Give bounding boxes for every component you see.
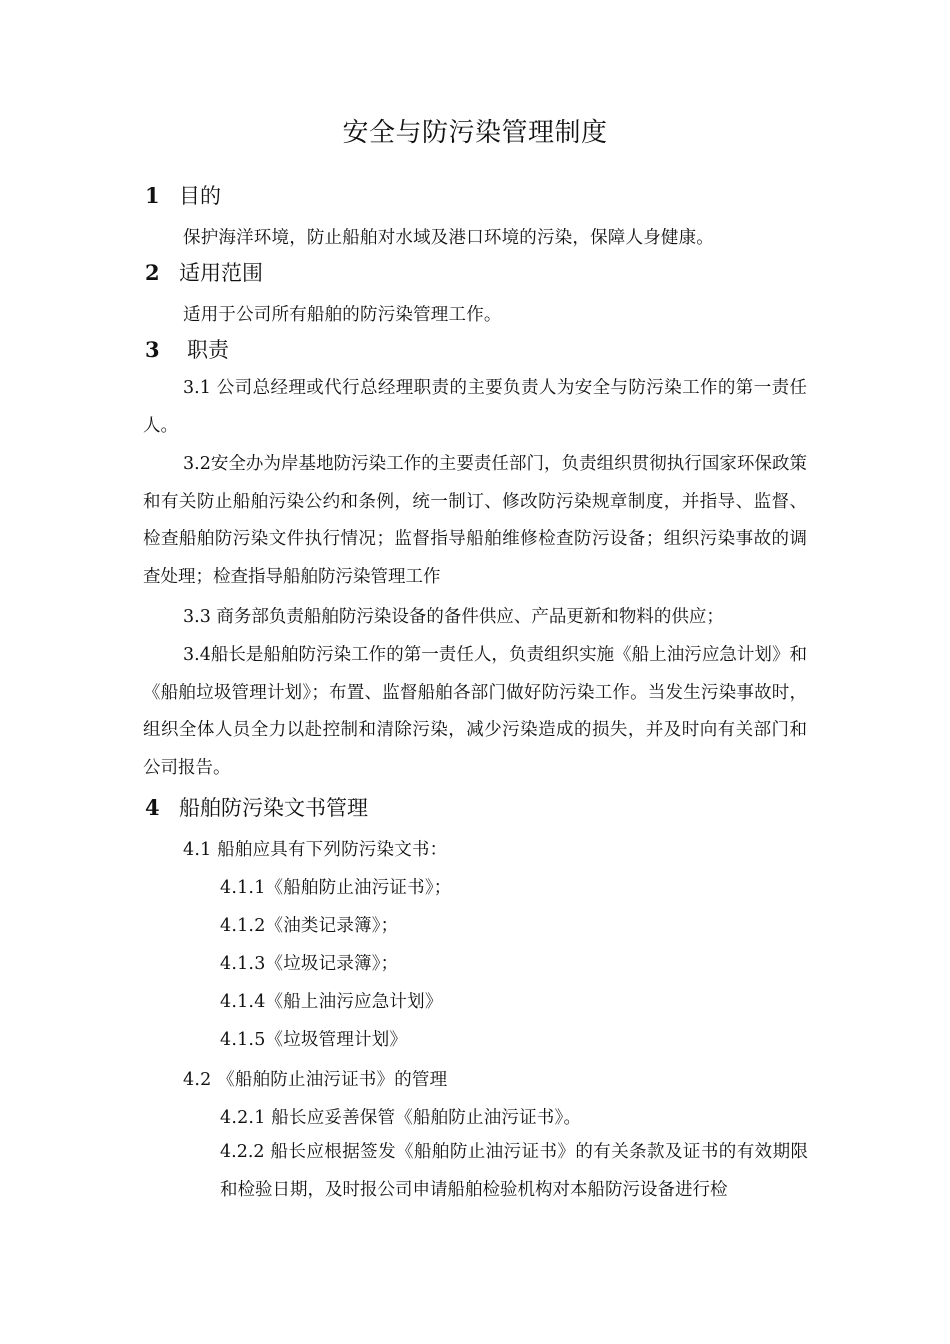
list-item: 4.1.3《垃圾记录簿》； [220, 954, 399, 974]
document-title: 安全与防污染管理制度 [342, 118, 608, 148]
paragraph-3-2: 3.2安全办为岸基地防污染工作的主要责任部门，负责组织贯彻执行国家环保政策和有关防止船舶污染公约和条例，统一制订、修改防污染规章制度，并指导、监督、检查船舶防污染文件执行情况；监督指导船舶维修检查防污设备；组织污染事故的调查处理；检查指导船舶防污染管理工作 [143, 454, 807, 587]
paragraph-3-4: 3.4船长是船舶防污染工作的第一责任人，负责组织实施《船上油污应急计划》和《船舶垃圾管理计划》；布置、监督船舶各部门做好防污染工作。当发生污染事故时，组织全体人员全力以赴控制和清除污染，减少污染造成的损失，并及时向有关部门和公司报告。 [143, 645, 807, 778]
section-title: 职责 [187, 338, 229, 362]
list-item: 4.1.2《油类记录簿》； [220, 916, 399, 936]
paragraph-4-2-1: 4.2.1 船长应妥善保管《船舶防止油污证书》。 [220, 1108, 582, 1128]
section-2-heading [145, 257, 263, 287]
section-1-heading [145, 180, 221, 210]
section-title: 船舶防污染文书管理 [179, 796, 368, 820]
section-number: 1 [145, 183, 160, 208]
list-item: 4.1.5《垃圾管理计划》 [220, 1030, 408, 1050]
paragraph-4-1: 4.1 船舶应具有下列防污染文书： [183, 840, 448, 860]
section-title: 目的 [179, 184, 221, 208]
section-1-text: 保护海洋环境，防止船舶对水域及港口环境的污染，保障人身健康。 [183, 228, 714, 248]
section-title: 适用范围 [179, 261, 263, 285]
paragraph-3-1: 3.1 公司总经理或代行总经理职责的主要负责人为安全与防污染工作的第一责任人。 [143, 378, 807, 436]
paragraph-3-3: 3.3 商务部负责船舶防污染设备的备件供应、产品更新和物料的供应； [183, 607, 724, 627]
section-2-text: 适用于公司所有船舶的防污染管理工作。 [183, 305, 502, 325]
paragraph-4-2: 4.2 《船舶防止油污证书》的管理 [183, 1070, 448, 1090]
section-number: 4 [145, 795, 160, 820]
section-number: 3 [145, 337, 160, 362]
paragraph-4-2-2: 4.2.2 船长应根据签发《船舶防止油污证书》的有关条款及证书的有效期限和检验日期，及时报公司申请船舶检验机构对本船防污设备进行检 [220, 1142, 808, 1200]
section-3-heading [145, 334, 229, 364]
list-item: 4.1.4《船上油污应急计划》 [220, 992, 443, 1012]
section-4-heading [145, 792, 368, 822]
list-item: 4.1.1《船舶防止油污证书》； [220, 878, 452, 898]
section-number: 2 [145, 260, 160, 285]
